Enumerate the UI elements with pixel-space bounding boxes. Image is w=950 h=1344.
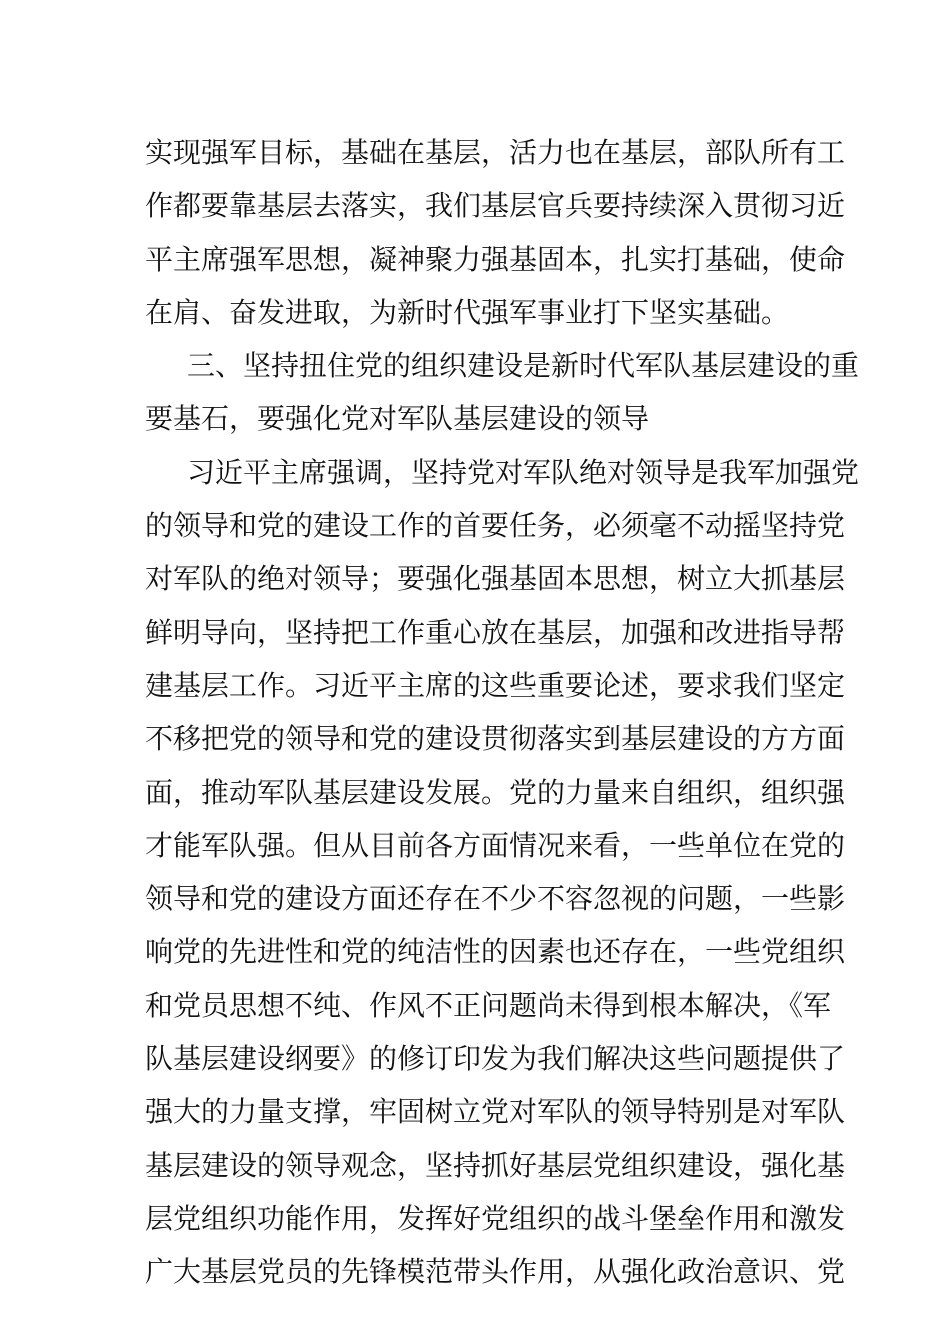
text-line: 响党的先进性和党的纯洁性的因素也还存在，一些党组织 [145,935,846,969]
section-heading-line: 三、坚持扭住党的组织建设是新时代军队基层建设的重 [187,349,860,383]
text-line: 建基层工作。习近平主席的这些重要论述，要求我们坚定 [145,668,846,702]
text-line: 基层建设的领导观念，坚持抓好基层党组织建设，强化基 [145,1148,846,1182]
text-line: 鲜明导向，坚持把工作重心放在基层，加强和改进指导帮 [145,615,846,649]
text-line: 广大基层党员的先锋模范带头作用，从强化政治意识、党 [145,1255,846,1289]
text-line: 在肩、奋发进取，为新时代强军事业打下坚实基础。 [145,295,790,329]
text-line: 平主席强军思想，凝神聚力强基固本，扎实打基础，使命 [145,242,846,276]
text-line: 实现强军目标，基础在基层，活力也在基层，部队所有工 [145,136,846,169]
body-text [145,126,860,1299]
section-heading-line: 要基石，要强化党对军队基层建设的领导 [145,402,650,436]
text-line: 对军队的绝对领导；要强化强基固本思想，树立大抓基层 [145,562,846,596]
text-line: 层党组织功能作用，发挥好党组织的战斗堡垒作用和激发 [145,1201,846,1235]
text-line: 习近平主席强调，坚持党对军队绝对领导是我军加强党 [187,455,860,489]
text-line: 面，推动军队基层建设发展。党的力量来自组织，组织强 [145,775,846,809]
text-line: 作都要靠基层去落实，我们基层官兵要持续深入贯彻习近 [145,189,846,223]
text-line: 队基层建设纲要》的修订印发为我们解决这些问题提供了 [145,1042,846,1076]
text-line: 才能军队强。但从目前各方面情况来看，一些单位在党的 [145,828,846,862]
text-line: 强大的力量支撑，牢固树立党对军队的领导特别是对军队 [145,1095,846,1129]
text-line: 和党员思想不纯、作风不正问题尚未得到根本解决，《军 [145,988,832,1022]
text-line: 不移把党的领导和党的建设贯彻落实到基层建设的方方面 [145,722,846,756]
text-line: 的领导和党的建设工作的首要任务，必须毫不动摇坚持党 [145,509,846,543]
text-line: 领导和党的建设方面还存在不少不容忽视的问题，一些影 [145,882,846,916]
